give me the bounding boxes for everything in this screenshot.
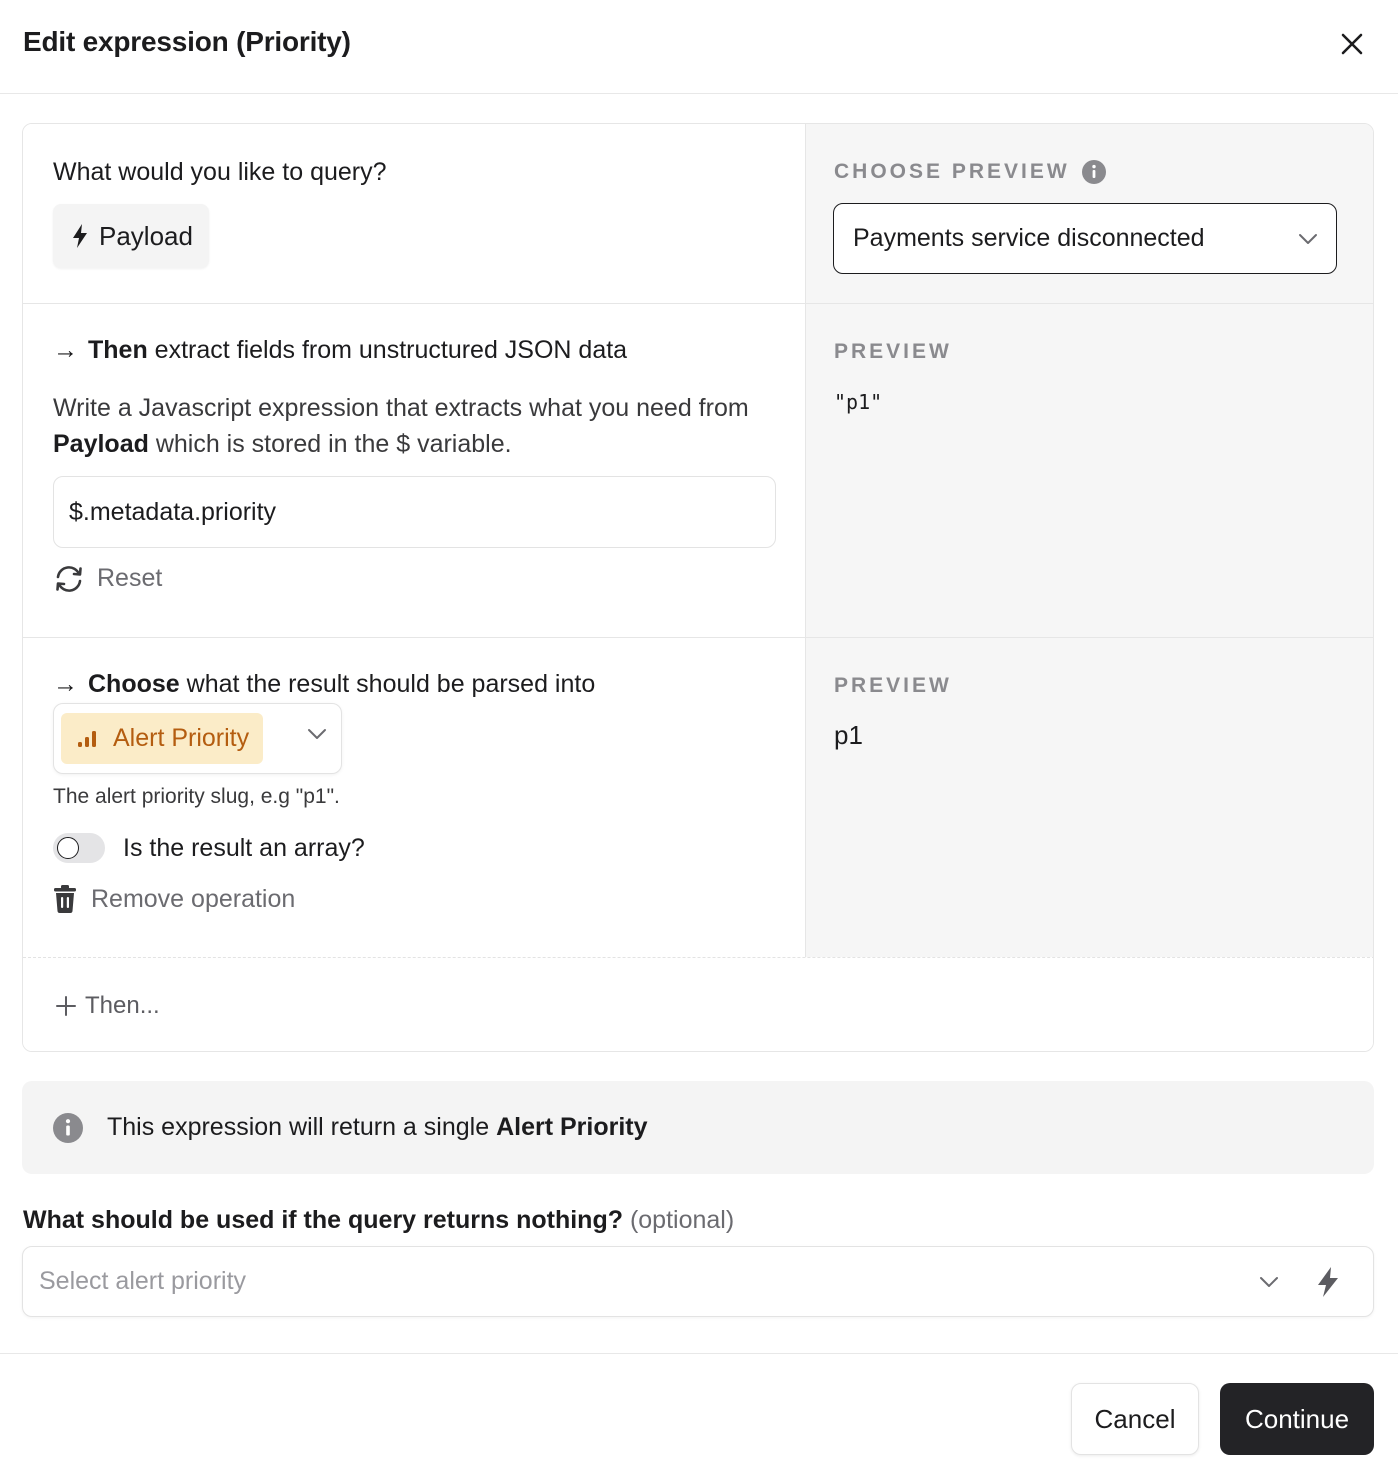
reset-label: Reset (97, 564, 163, 592)
fallback-priority-select[interactable] (22, 1246, 1374, 1317)
chevron-down-icon (307, 728, 327, 740)
parse-step-row (23, 638, 1374, 957)
chevron-down-icon (1298, 233, 1318, 245)
plus-icon (55, 995, 77, 1017)
preview-select-value: Payments service disconnected (853, 224, 1205, 252)
result-type-hint: The alert priority slug, e.g "p1". (53, 785, 340, 808)
parse-preview-caption: PREVIEW (834, 674, 952, 697)
close-button[interactable] (1334, 26, 1370, 62)
preview-select[interactable] (833, 203, 1337, 274)
payload-source-label: Payload (99, 220, 193, 251)
modal-header (0, 0, 1398, 94)
info-icon[interactable] (1082, 160, 1106, 184)
return-type-text: This expression will return a single Alert Priority (107, 1113, 648, 1141)
query-label: What would you like to query? (53, 158, 387, 186)
result-type-label: Alert Priority (113, 724, 250, 752)
parse-step-heading: → Choose what the result should be parsed into (53, 670, 596, 698)
extract-preview-value: "p1" (834, 390, 883, 414)
remove-operation-label: Remove operation (91, 884, 296, 913)
add-step-row (23, 957, 1374, 1052)
extract-preview-caption: PREVIEW (834, 340, 952, 363)
trash-icon (53, 884, 77, 914)
alert-priority-pill (61, 713, 263, 764)
expression-input[interactable]: $.metadata.priority (53, 476, 776, 548)
chevron-down-icon (1259, 1276, 1279, 1288)
cancel-button[interactable]: Cancel (1071, 1383, 1199, 1455)
close-icon (1341, 33, 1363, 55)
array-toggle-row[interactable] (53, 833, 365, 863)
query-row (23, 124, 1374, 304)
choose-preview-caption: CHOOSE PREVIEW (834, 160, 1106, 184)
add-then-button[interactable] (55, 992, 160, 1020)
refresh-icon (53, 565, 85, 593)
fallback-placeholder: Select alert priority (39, 1267, 247, 1295)
payload-source-button[interactable] (53, 204, 209, 268)
fallback-label: What should be used if the query returns nothing? (optional) (23, 1206, 735, 1234)
array-toggle[interactable] (53, 833, 105, 863)
remove-operation-button[interactable] (53, 884, 295, 914)
bolt-icon[interactable] (1315, 1266, 1341, 1298)
modal-title: Edit expression (Priority) (23, 26, 351, 57)
continue-button[interactable]: Continue (1220, 1383, 1374, 1455)
extract-step-row (23, 304, 1374, 638)
extract-step-heading: → Then extract fields from unstructured JSON data (53, 336, 628, 364)
info-icon (53, 1113, 83, 1143)
expression-builder-card (22, 123, 1374, 1052)
signal-bars-icon (77, 729, 99, 749)
result-type-select[interactable] (53, 703, 342, 774)
arrow-right-icon: → (53, 670, 78, 698)
add-then-label: Then... (85, 992, 160, 1019)
return-type-info (22, 1081, 1374, 1174)
bolt-icon (71, 223, 89, 249)
parse-preview-value: p1 (834, 720, 863, 750)
arrow-right-icon: → (53, 336, 78, 364)
extract-step-description: Write a Javascript expression that extracts what you need from Payload which is stored in the $ variable. (53, 394, 749, 458)
modal-footer (0, 1353, 1398, 1476)
reset-button[interactable] (53, 564, 162, 593)
array-toggle-label: Is the result an array? (123, 833, 365, 862)
